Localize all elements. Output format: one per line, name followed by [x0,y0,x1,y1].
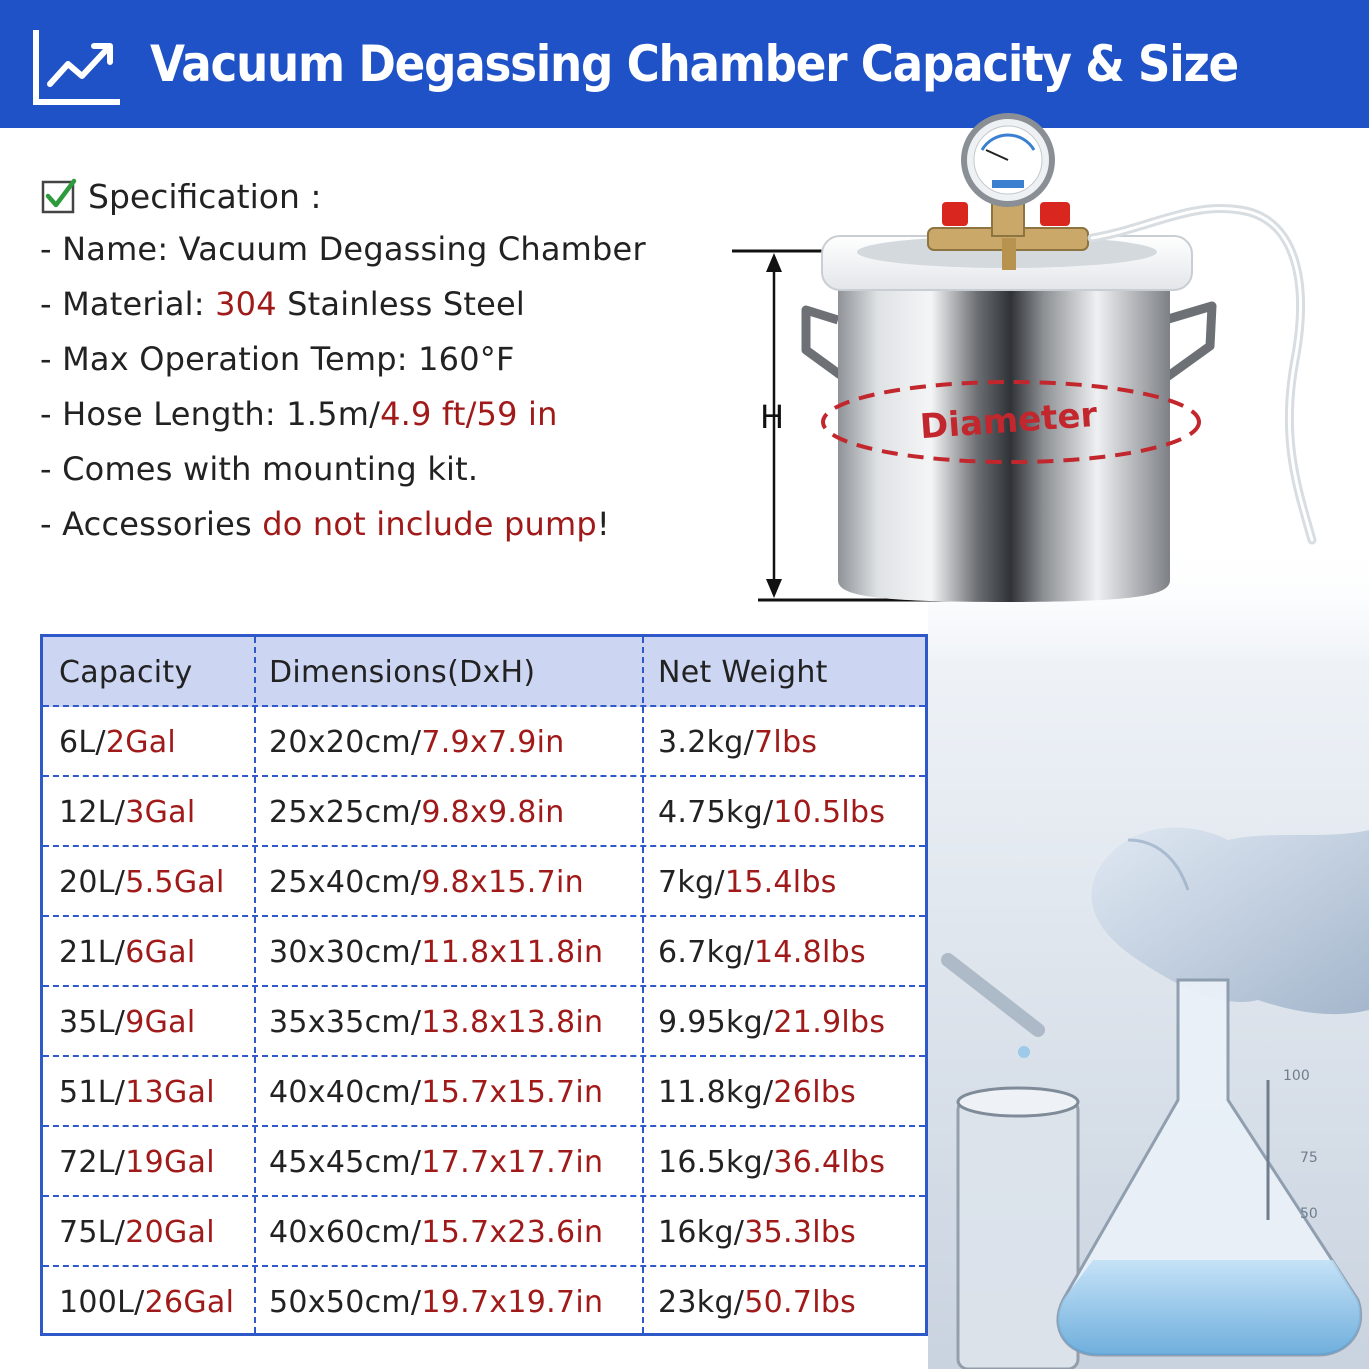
table-cell-net-weight [658,1267,856,1337]
cell-metric-value: 50x50cm/ [269,1285,422,1320]
spec-line-prefix: - Max Operation Temp: 160°F [40,340,515,378]
cell-metric-value: 35L/ [59,1005,126,1040]
cell-imperial-value: 26Gal [144,1285,235,1320]
cell-imperial-value: 15.4lbs [724,865,837,900]
specification-section [40,170,720,552]
cell-metric-value: 16.5kg/ [658,1145,774,1180]
spec-line [40,332,720,387]
table-cell-dimensions [269,917,603,987]
cell-imperial-value: 15.7x15.7in [421,1075,604,1110]
table-cell-net-weight [658,777,885,847]
cell-metric-value: 20L/ [59,865,126,900]
table-cell-dimensions [269,1127,603,1197]
cell-imperial-value: 36.4lbs [773,1145,886,1180]
spec-line-prefix: - Comes with mounting kit. [40,450,479,488]
cell-imperial-value: 7.9x7.9in [421,725,565,760]
cell-imperial-value: 26lbs [773,1075,857,1110]
spec-line [40,497,720,552]
capacity-size-table [40,634,928,1336]
cell-metric-value: 20x20cm/ [269,725,422,760]
table-cell-dimensions [269,847,584,917]
cell-metric-value: 3.2kg/ [658,725,755,760]
spec-line [40,277,720,332]
table-cell-net-weight [658,707,817,777]
spec-line-prefix: - Name: Vacuum Degassing Chamber [40,230,646,268]
cell-metric-value: 6L/ [59,725,106,760]
table-cell-capacity [59,1127,215,1197]
specification-list [40,222,720,552]
table-row [43,987,925,1057]
cell-metric-value: 40x60cm/ [269,1215,422,1250]
cell-imperial-value: 10.5lbs [773,795,886,830]
cell-metric-value: 9.95kg/ [658,1005,774,1040]
table-cell-capacity [59,707,176,777]
spec-line-highlight: 4.9 ft/59 in [380,395,558,433]
table-row [43,1057,925,1127]
table-cell-net-weight [658,1057,856,1127]
cell-metric-value: 4.75kg/ [658,795,774,830]
cell-metric-value: 51L/ [59,1075,126,1110]
cell-imperial-value: 19Gal [125,1145,215,1180]
cell-imperial-value: 50.7lbs [744,1285,857,1320]
cell-imperial-value: 21.9lbs [773,1005,886,1040]
spec-line-suffix: ! [596,505,610,543]
spec-line [40,442,720,497]
checkbox-check-icon [40,177,78,215]
cell-imperial-value: 35.3lbs [744,1215,857,1250]
table-cell-capacity [59,1267,234,1337]
spec-line-highlight: do not include pump [262,505,597,543]
spec-line-prefix: - Accessories [40,505,263,543]
cell-metric-value: 35x35cm/ [269,1005,422,1040]
cell-metric-value: 12L/ [59,795,126,830]
column-divider [642,637,644,1333]
page-title: Vacuum Degassing Chamber Capacity & Size [150,35,1238,93]
cell-metric-value: 25x40cm/ [269,865,422,900]
table-cell-dimensions [269,1267,603,1337]
cell-metric-value: 45x45cm/ [269,1145,422,1180]
table-cell-dimensions [269,777,565,847]
table-cell-net-weight [658,1127,885,1197]
cell-imperial-value: 13Gal [125,1075,215,1110]
table-cell-capacity [59,1197,215,1267]
cell-metric-value: 16kg/ [658,1215,745,1250]
cell-metric-value: 100L/ [59,1285,145,1320]
trend-chart-icon [28,26,124,108]
beaker-mark-75: 75 [1300,1150,1318,1166]
table-header-row [43,637,925,707]
table-cell-dimensions [269,707,565,777]
lab-glassware-photo [928,540,1369,1369]
table-cell-net-weight [658,917,866,987]
cell-metric-value: 30x30cm/ [269,935,422,970]
table-header-net-weight: Net Weight [658,655,828,690]
table-cell-capacity [59,987,195,1057]
cell-metric-value: 75L/ [59,1215,126,1250]
table-cell-dimensions [269,1057,603,1127]
header-banner [0,0,1369,128]
table-row [43,777,925,847]
table-cell-dimensions [269,1197,603,1267]
beaker-mark-100: 100 [1283,1068,1310,1084]
cell-imperial-value: 14.8lbs [754,935,866,970]
cell-imperial-value: 5.5Gal [125,865,225,900]
spec-line-prefix: - Material: [40,285,216,323]
diameter-label: Diameter [918,394,1099,448]
table-cell-net-weight [658,847,837,917]
chamber-illustration [720,110,1369,620]
table-row [43,1197,925,1267]
cell-metric-value: 21L/ [59,935,126,970]
table-cell-net-weight [658,987,885,1057]
column-divider [254,637,256,1333]
cell-imperial-value: 9.8x15.7in [421,865,584,900]
cell-metric-value: 7kg/ [658,865,725,900]
table-cell-net-weight [658,1197,856,1267]
cell-imperial-value: 9.8x9.8in [421,795,565,830]
spec-line-suffix: Stainless Steel [276,285,525,323]
spec-line-prefix: - Hose Length: 1.5m/ [40,395,381,433]
table-row [43,847,925,917]
cell-imperial-value: 19.7x19.7in [421,1285,604,1320]
cell-imperial-value: 15.7x23.6in [421,1215,604,1250]
cell-imperial-value: 11.8x11.8in [421,935,604,970]
cell-imperial-value: 13.8x13.8in [421,1005,604,1040]
height-label: H [760,398,785,436]
cell-metric-value: 72L/ [59,1145,126,1180]
cell-imperial-value: 3Gal [125,795,196,830]
table-row [43,1127,925,1197]
table-cell-dimensions [269,987,603,1057]
beaker-mark-50: 50 [1300,1206,1318,1222]
spec-line-highlight: 304 [215,285,277,323]
cell-imperial-value: 17.7x17.7in [421,1145,604,1180]
table-row [43,707,925,777]
table-cell-capacity [59,1057,215,1127]
cell-metric-value: 23kg/ [658,1285,745,1320]
cell-imperial-value: 6Gal [125,935,196,970]
specification-heading [40,170,720,222]
cell-metric-value: 6.7kg/ [658,935,755,970]
table-header-capacity: Capacity [59,655,193,690]
table-row [43,1267,925,1337]
cell-metric-value: 40x40cm/ [269,1075,422,1110]
table-row [43,917,925,987]
specification-heading-text: Specification : [88,176,322,216]
cell-imperial-value: 2Gal [105,725,177,760]
table-header-dimensions: Dimensions(DxH) [269,655,536,690]
table-cell-capacity [59,777,195,847]
table-cell-capacity [59,847,225,917]
cell-imperial-value: 9Gal [125,1005,196,1040]
cell-imperial-value: 20Gal [125,1215,215,1250]
spec-line [40,222,720,277]
cell-imperial-value: 7lbs [754,725,818,760]
table-cell-capacity [59,917,195,987]
spec-line [40,387,720,442]
cell-metric-value: 11.8kg/ [658,1075,774,1110]
cell-metric-value: 25x25cm/ [269,795,422,830]
